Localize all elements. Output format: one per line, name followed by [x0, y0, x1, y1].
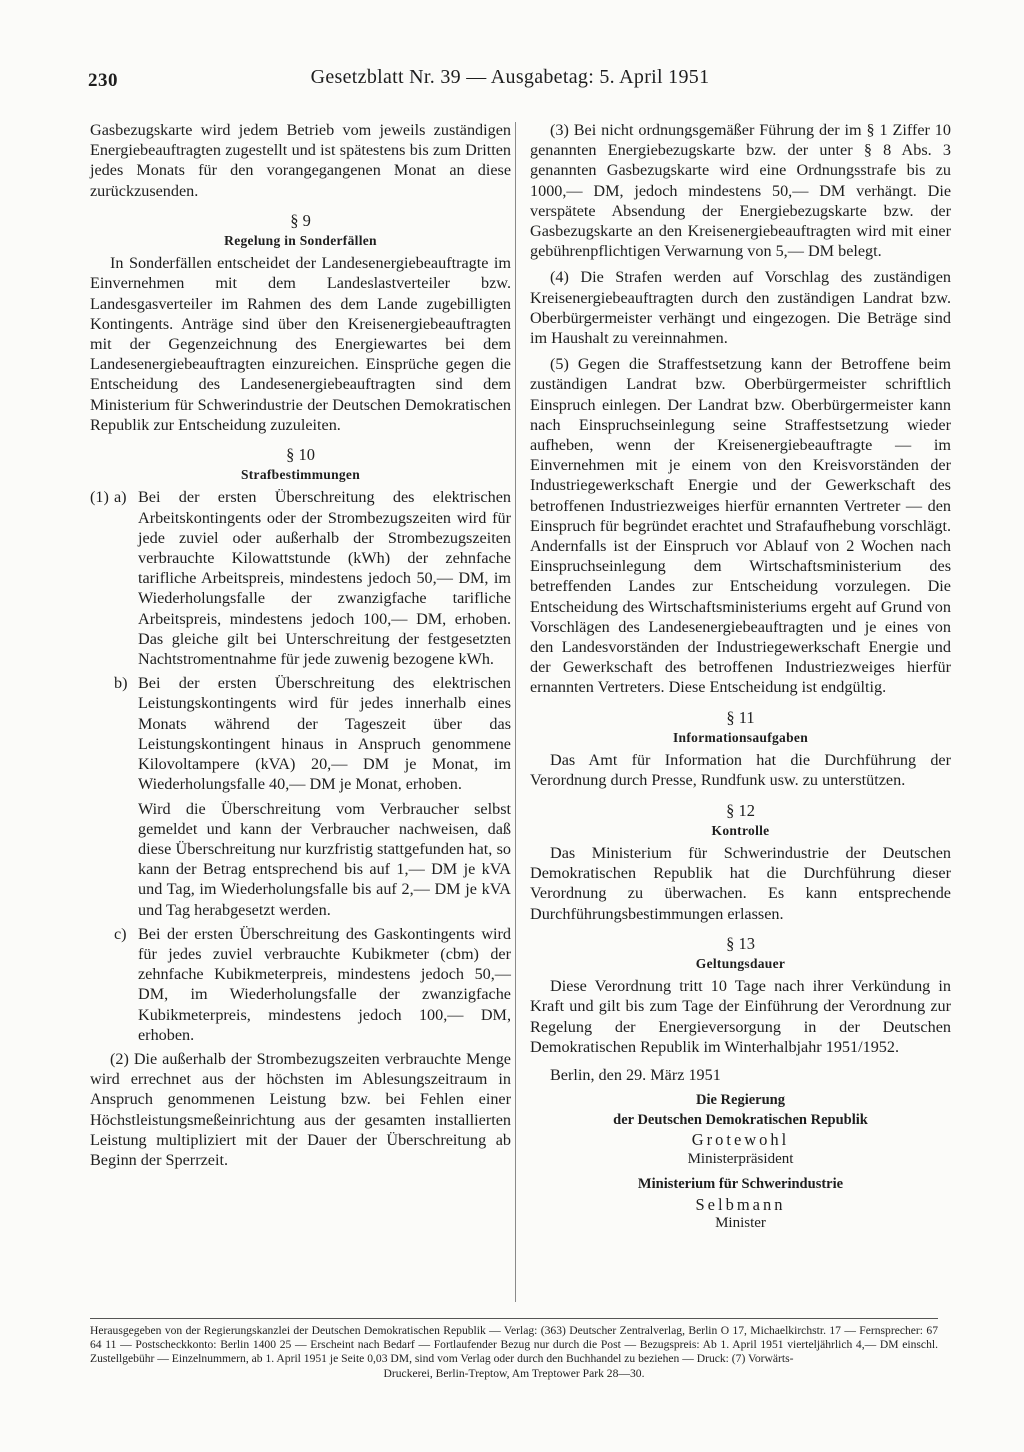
right-column — [530, 120, 951, 1234]
section-11-number: § 11 — [726, 707, 755, 727]
section-10-paragraph-4: (4) Die Strafen werden auf Vorschlag des zuständigen Kreisenergiebeauftragten durch den zuständigen Landrat bzw. Oberbürgermeister verhängt und eingezogen. Die Beträge sind im Haushalt zu vereinnahmen. — [530, 268, 951, 348]
section-13-number: § 13 — [726, 933, 755, 953]
item-c-label: c) — [114, 924, 127, 943]
signature-government-role: Ministerpräsident — [687, 1150, 794, 1167]
intro-paragraph: Gasbezugskarte wird jedem Betrieb vom jeweils zuständigen Energiebeauftragten zugestellt und ist spätestens bis zum Dritten jedes Monats für den vorangegangenen Monat an diese zurückzusenden. — [90, 121, 511, 200]
signature-government-line2: der Deutschen Demokratischen Republik — [613, 1111, 868, 1128]
section-10-paragraph-5: (5) Gegen die Straffestsetzung kann der Betroffene beim zuständigen Landrat bzw. Oberbürgermeister schriftlich Einspruch einlegen. Der Landrat bzw. Oberbürgermeister kann nach Einspruchseinlegung seine Straffestsetzung wieder aufheben, wenn der Kreisenergiebeauftragte — im Einvernehmen mit je einem von den Kreisvorständen der Industriegewerkschaft Energie und der Gewerkschaft des betroffenen Industriezweiges hierfür ernannten Vertreter — den Einspruch für begründet erachtet und Strafaufhebung vorschlägt. Andernfalls ist der Einspruch vor Ablauf von 2 Wochen nach Einspruchseinlegung dem Wirtschaftsministerium des betreffenden Landes zur Entscheidung vorzulegen. Die Entscheidung des Wirtschaftsministeriums ergeht auf Grund von Vorschlägen des Landesenergiebeauftragten und je eines von den Landesvorständen der Industriegewerkschaft Energie und der Gewerkschaft des betroffenen Industriezweiges hierfür ernannten Vertreters. Diese Entscheidung ist endgültig. — [530, 355, 951, 697]
section-11-title: Informationsaufgaben — [672, 729, 808, 745]
section-12-title: Kontrolle — [711, 822, 770, 838]
page-number: 230 — [88, 70, 118, 91]
imprint — [90, 1324, 938, 1381]
section-10-title: Strafbestimmungen — [240, 467, 361, 483]
section-10-item-a — [90, 487, 511, 669]
section-10-number: § 10 — [286, 445, 315, 465]
section-10-item-c — [90, 924, 511, 1045]
paragraph-1-label: (1) — [90, 488, 109, 507]
item-c-text: Bei der ersten Überschreitung des Gaskontingents wird für jedes zuviel verbrauchte Kubikmeter (cbm) der zehnfache Kubikmeterpreis, mindestens jedoch 50,— DM, im Wiederholungsfalle der zwanzigfache Kubikmeterpreis, mindestens jedoch 100,— DM, erhoben. — [138, 924, 511, 1044]
signature-government-name: Grotewohl — [691, 1130, 790, 1150]
item-b-label: b) — [114, 674, 128, 693]
item-b-extra: Wird die Überschreitung vom Verbraucher selbst gemeldet und kann der Verbraucher nachweisen, daß diese Überschreitung nur kurzfristig stattgefunden hat, so kann der Betrag entsprechend bis auf 1,— DM je kVA und Tag, im Wiederholungsfalle bis auf 2,— DM je kVA und Tag herabgesetzt werden. — [138, 799, 511, 919]
imprint-text: Herausgegeben von der Regierungskanzlei der Deutschen Demokratischen Republik — Verlag: (363) Deutscher Zentralverlag, Berlin O 17, Michaelkirchstr. 17 — Fernsprecher: 67 64 11 — Postscheckkonto: Berlin 1400 25 — Erscheint nach Bedarf — Fortlaufender Bezug nur durch die Post — Bezugspreis: Ab 1. April 1951 vierteljährlich 4,— DM einschl. Zustellgebühr — Einzelnummern, ab 1. April 1951 je Seite 0,03 DM, sind vom Verlag oder durch den Buchhandel zu beziehen — Druck: (7) Vorwärts- — [90, 1324, 938, 1366]
column-divider — [515, 122, 516, 1302]
item-a-label: a) — [114, 488, 127, 507]
imprint-last-line: Druckerei, Berlin-Treptow, Am Treptower Park 28—30. — [383, 1366, 645, 1380]
signature-government-line1: Die Regierung — [696, 1092, 785, 1109]
section-11-text: Das Amt für Information hat die Durchführung der Verordnung durch Presse, Rundfunk usw. zu unterstützen. — [530, 751, 951, 790]
section-12-text: Das Ministerium für Schwerindustrie der Deutschen Demokratischen Republik hat die Durchführung dieser Verordnung zu überwachen. Es kann entsprechende Durchführungsbestimmungen erlassen. — [530, 843, 951, 923]
section-13-text: Diese Verordnung tritt 10 Tage nach ihrer Verkündung in Kraft und gilt bis zum Tage der Einführung der Verordnung zur Regelung der Energieversorgung in der Deutschen Demokratischen Republik im Winterhalbjahr 1951/1952. — [530, 977, 951, 1056]
item-a-text: Bei der ersten Überschreitung des elektrischen Arbeitskontingents oder der Strombezugszeiten wird für jede zuviel oder außerhalb der Strombezugszeiten verbrauchte Kilowattstunde (kWh) der zehnfache tarifliche Arbeitspreis, mindestens jedoch 50,— DM, im Wiederholungsfalle der zwanzigfache tarifliche Arbeitspreis, mindestens jedoch 100,— DM, erhoben. Das gleiche gilt bei Unterschreitung der festgesetzten Nachtstromentnahme für jede zuwenig bezogene kWh. — [138, 488, 511, 669]
left-column — [90, 120, 511, 1176]
section-10-item-b — [90, 673, 511, 794]
section-10-paragraph-3: (3) Bei nicht ordnungsgemäßer Führung der im § 1 Ziffer 10 genannten Energiebezugskarte bzw. der unter § 8 Abs. 3 genannten Gasbezugskarte wird eine Ordnungsstrafe bis zu 1000,— DM, jedoch mindestens 50,— DM verhängt. Die verspätete Absendung der Energiebezugskarte bzw. der Gasbezugskarte an den Kreisenergiebeauftragten wird mit einer gebührenpflichtigen Verwarnung von 5,— DM belegt. — [530, 121, 951, 261]
footer-rule — [90, 1318, 938, 1319]
section-13-title: Geltungsdauer — [695, 955, 786, 971]
section-10-paragraph-2: (2) Die außerhalb der Strombezugszeiten verbrauchte Menge wird errechnet aus der höchsten im Ablesungszeitraum in Anspruch genommenen Leistung bzw. bei Fehlen einer Höchstleistungsmeßeinrichtung aus der gesamten installierten Leistung multipliziert mit der Dauer der Überschreitung ab Beginn der Sperrzeit. — [90, 1049, 511, 1169]
place-date: Berlin, den 29. März 1951 — [550, 1065, 721, 1084]
signature-ministry-line: Ministerium für Schwerindustrie — [637, 1176, 844, 1193]
signature-block — [530, 1091, 951, 1234]
section-9-title: Regelung in Sonderfällen — [224, 233, 377, 249]
item-b-text: Bei der ersten Überschreitung des elektrischen Leistungskontingents wird für jedes innerhalb eines Monats während der Tageszeit über das Leistungskontingent hinaus in Anspruch genommene Kilovoltampere (kVA) 20,— DM je Monat, im Wiederholungsfalle 40,— DM je Monat, erhoben. — [138, 674, 511, 794]
section-9-number: § 9 — [290, 210, 311, 230]
signature-ministry-name: Selbmann — [695, 1194, 786, 1214]
section-9-text: In Sonderfällen entscheidet der Landesenergiebeauftragte im Einvernehmen mit dem Landeslastverteiler bzw. Landesgasverteiler im Rahmen des dem Lande zugebilligten Kontingents. Anträge sind über den Kreisenergiebeauftragten mit der Gegenzeichnung des Energiewartes bei dem Landesenergiebeauftragten einzureichen. Einsprüche gegen die Entscheidung des Landesenergiebeauftragten sind dem Ministerium für Schwerindustrie der Deutschen Demokratischen Republik zur Entscheidung zuzuleiten. — [90, 254, 511, 434]
signature-ministry-role: Minister — [715, 1215, 766, 1232]
running-head: Gesetzblatt Nr. 39 — Ausgabetag: 5. April 1951 — [310, 66, 710, 88]
section-12-number: § 12 — [726, 800, 755, 820]
